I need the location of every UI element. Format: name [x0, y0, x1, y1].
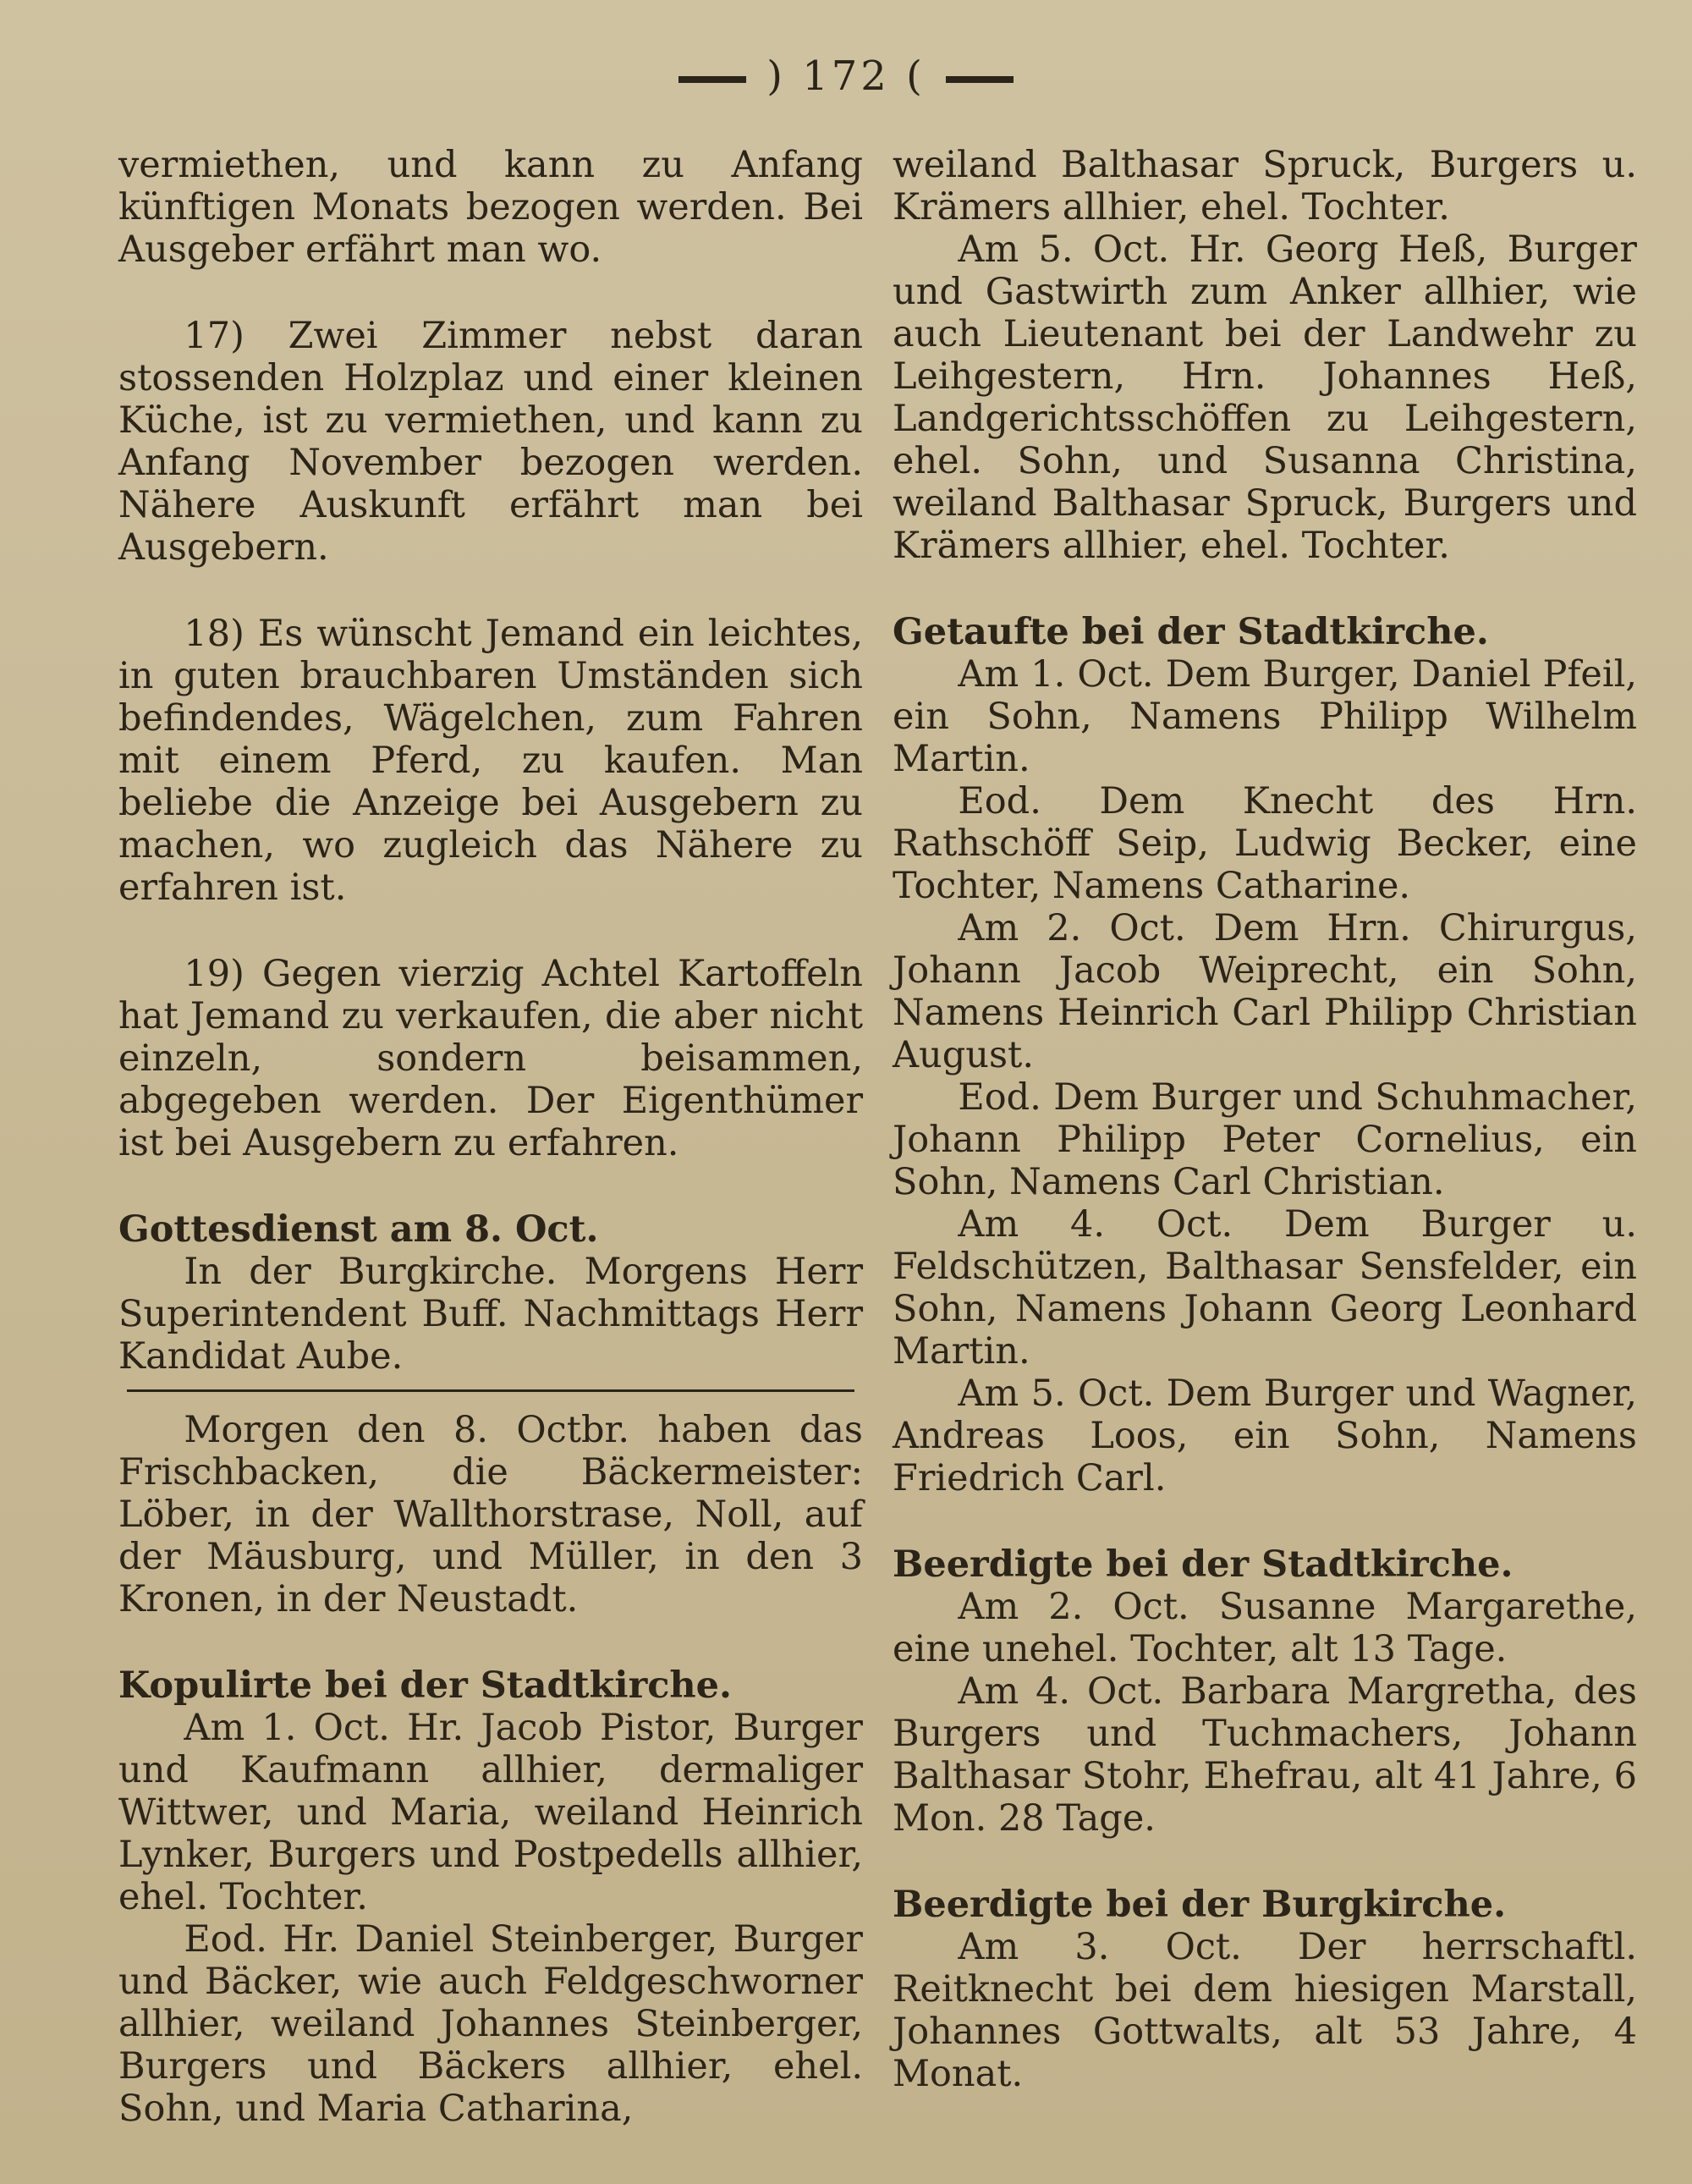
- getaufte-heading: Getaufte bei der Stadtkirche.: [893, 611, 1489, 653]
- kopulirte-entry-3: Am 5. Oct. Hr. Georg Heß, Burger und Gastwirth zum Anker allhier, wie auch Lieutenant bei der Landwehr zu Leihgestern, Hrn. Johannes Heß, Landgerichtsschöffen zu Leihgestern, ehel. Sohn, und Susanna Christina, weiland Balthasar Spruck, Burgers und Krämers allhier, ehel. Tochter.: [893, 228, 1637, 567]
- page-number: ) 172 (: [766, 52, 926, 100]
- notice-17: 17) Zwei Zimmer nebst daran stossenden Holzplaz und einer kleinen Küche, ist zu vermiethen, und kann zu Anfang November bezogen werden. Nähere Auskunft erfährt man bei Ausgebern.: [118, 315, 863, 569]
- left-column: [118, 144, 863, 2130]
- beerdigte-entry-1: Am 2. Oct. Susanne Margarethe, eine unehel. Tochter, alt 13 Tage.: [893, 1586, 1637, 1670]
- getaufte-entry-3: Am 2. Oct. Dem Hrn. Chirurgus, Johann Jacob Weiprecht, ein Sohn, Namens Heinrich Carl Philipp Christian August.: [893, 907, 1637, 1076]
- kopulirte-entry-2-cont: weiland Balthasar Spruck, Burgers u. Krämers allhier, ehel. Tochter.: [893, 144, 1637, 228]
- beerdigte-entry-2: Am 4. Oct. Barbara Margretha, des Burgers und Tuchmachers, Johann Balthasar Stohr, Ehefrau, alt 41 Jahre, 6 Mon. 28 Tage.: [893, 1670, 1637, 1840]
- getaufte-entry-5: Am 4. Oct. Dem Burger u. Feldschützen, Balthasar Sensfelder, ein Sohn, Namens Johann Georg Leonhard Martin.: [893, 1203, 1637, 1373]
- getaufte-entry-2: Eod. Dem Knecht des Hrn. Rathschöff Seip, Ludwig Becker, eine Tochter, Namens Catharine.: [893, 780, 1637, 907]
- kopulirte-heading: Kopulirte bei der Stadtkirche.: [118, 1664, 732, 1707]
- beerdigte-entry-3: Am 3. Oct. Der herrschaftl. Reitknecht bei dem hiesigen Marstall, Johannes Gottwalts, alt 53 Jahre, 4 Monat.: [893, 1926, 1637, 2095]
- left-dash: [678, 76, 746, 83]
- gottesdienst-heading: Gottesdienst am 8. Oct.: [118, 1208, 599, 1251]
- page-header: [0, 52, 1692, 100]
- section-rule: [127, 1389, 854, 1392]
- gottesdienst-text: In der Burgkirche. Morgens Herr Superintendent Buff. Nachmittags Herr Kandidat Aube.: [118, 1251, 863, 1378]
- getaufte-entry-4: Eod. Dem Burger und Schuhmacher, Johann Philipp Peter Cornelius, ein Sohn, Namens Carl Christian.: [893, 1076, 1637, 1203]
- kopulirte-entry-1: Am 1. Oct. Hr. Jacob Pistor, Burger und Kaufmann allhier, dermaliger Wittwer, und Maria, weiland Heinrich Lynker, Burgers und Postpedells allhier, ehel. Tochter.: [118, 1707, 863, 1918]
- notice-18: 18) Es wünscht Jemand ein leichtes, in guten brauchbaren Umständen sich befindendes, Wägelchen, zum Fahren mit einem Pferd, zu kaufen. Man beliebe die Anzeige bei Ausgebern zu machen, wo zugleich das Nähere zu erfahren ist.: [118, 613, 863, 909]
- right-dash: [946, 76, 1014, 83]
- notice-19: 19) Gegen vierzig Achtel Kartoffeln hat Jemand zu verkaufen, die aber nicht einzeln, sondern beisammen, abgegeben werden. Der Eigenthümer ist bei Ausgebern zu erfahren.: [118, 953, 863, 1164]
- continued-notice: vermiethen, und kann zu Anfang künftigen Monats bezogen werden. Bei Ausgeber erfährt man wo.: [118, 144, 863, 271]
- right-column: [893, 144, 1637, 2095]
- beerdigte-stadt-heading: Beerdigte bei der Stadtkirche.: [893, 1543, 1513, 1586]
- kopulirte-entry-2: Eod. Hr. Daniel Steinberger, Burger und Bäcker, wie auch Feldgeschworner allhier, weiland Johannes Steinberger, Burgers und Bäckers allhier, ehel. Sohn, und Maria Catharina,: [118, 1918, 863, 2130]
- beerdigte-burg-heading: Beerdigte bei der Burgkirche.: [893, 1884, 1507, 1926]
- getaufte-entry-1: Am 1. Oct. Dem Burger, Daniel Pfeil, ein Sohn, Namens Philipp Wilhelm Martin.: [893, 653, 1637, 780]
- baecker-notice: Morgen den 8. Octbr. haben das Frischbacken, die Bäckermeister: Löber, in der Wallthorstrase, Noll, auf der Mäusburg, und Müller, in den 3 Kronen, in der Neustadt.: [118, 1409, 863, 1620]
- getaufte-entry-6: Am 5. Oct. Dem Burger und Wagner, Andreas Loos, ein Sohn, Namens Friedrich Carl.: [893, 1373, 1637, 1499]
